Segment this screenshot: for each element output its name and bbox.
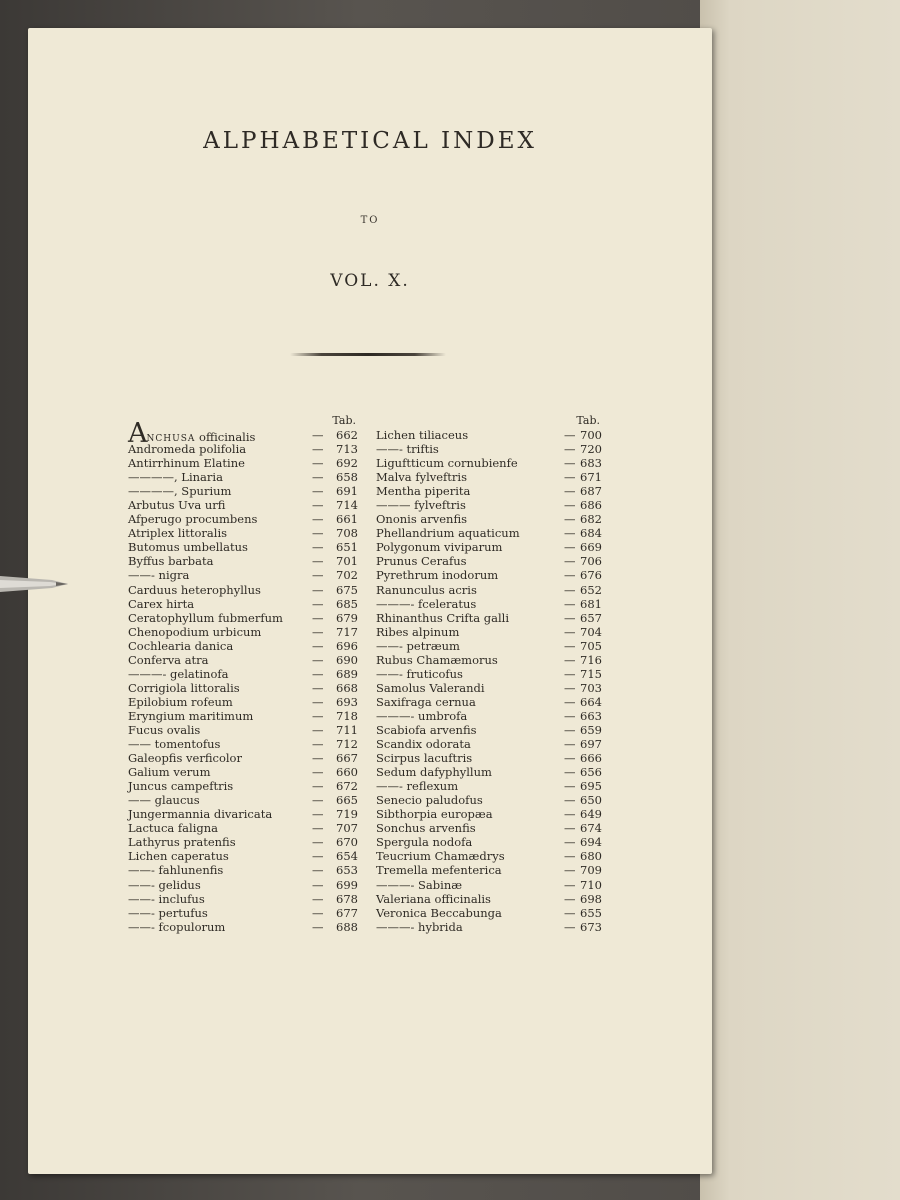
index-entry xyxy=(376,751,604,765)
index-entry xyxy=(376,793,604,807)
tab-number: 716 xyxy=(580,652,602,667)
entry-name: Saxifraga cernua xyxy=(376,694,476,709)
tab-number: 663 xyxy=(580,708,602,723)
leader-dash: — xyxy=(312,793,324,808)
index-entry xyxy=(376,554,604,568)
entry-name: Ranunculus acris xyxy=(376,582,477,597)
entry-name: ——— fylveftris xyxy=(376,498,466,513)
leader-dash: — xyxy=(312,680,324,695)
tab-number: 685 xyxy=(336,596,358,611)
tab-number: 690 xyxy=(336,652,358,667)
pen-pointer-icon xyxy=(0,570,70,598)
index-entry xyxy=(128,512,360,526)
tab-number: 687 xyxy=(580,484,602,499)
volume-label: VOL. X. xyxy=(330,271,410,291)
leader-dash: — xyxy=(564,680,576,695)
tab-number: 704 xyxy=(580,624,602,639)
leader-dash: — xyxy=(312,877,324,892)
index-entry xyxy=(376,892,604,906)
tab-number: 675 xyxy=(336,582,358,597)
entry-name: Atriplex littoralis xyxy=(128,526,228,541)
index-entry xyxy=(376,906,604,920)
leader-dash: — xyxy=(312,891,324,906)
tab-number: 701 xyxy=(336,554,358,569)
tab-number: 709 xyxy=(580,863,602,878)
index-entry xyxy=(128,484,360,498)
entry-name: Valeriana officinalis xyxy=(376,891,491,906)
leader-dash: — xyxy=(312,779,324,794)
entry-name: Lathyrus pratenfis xyxy=(128,835,236,850)
leader-dash: — xyxy=(312,442,324,457)
tab-number: 668 xyxy=(336,680,358,695)
tab-number: 679 xyxy=(336,610,358,625)
index-entry xyxy=(128,639,360,653)
entry-name: Afperugo procumbens xyxy=(128,512,258,527)
tab-number: 660 xyxy=(336,765,358,780)
leader-dash: — xyxy=(564,568,576,583)
tab-number: 706 xyxy=(580,554,602,569)
leader-dash: — xyxy=(564,442,576,457)
leader-dash: — xyxy=(312,708,324,723)
tab-number: 654 xyxy=(336,849,358,864)
entry-name: Epilobium rofeum xyxy=(128,694,233,709)
index-entry xyxy=(128,807,360,821)
leader-dash: — xyxy=(312,610,324,625)
index-entry xyxy=(376,835,604,849)
leader-dash: — xyxy=(564,919,576,934)
entry-name: Ononis arvenfis xyxy=(376,512,468,527)
entry-name: Veronica Beccabunga xyxy=(376,905,502,920)
index-entry xyxy=(128,526,360,540)
leader-dash: — xyxy=(564,666,576,681)
entry-name: Scandix odorata xyxy=(376,737,471,752)
entry-name: Galeopfis verficolor xyxy=(128,751,242,766)
tab-number: 665 xyxy=(336,793,358,808)
tab-number: 673 xyxy=(580,919,602,934)
entry-name: Phellandrium aquaticum xyxy=(376,526,520,541)
entry-name: Juncus campeftris xyxy=(128,779,234,794)
leader-dash: — xyxy=(312,652,324,667)
leader-dash: — xyxy=(564,456,576,471)
index-entry xyxy=(128,498,360,512)
index-entry xyxy=(376,498,604,512)
leader-dash: — xyxy=(564,596,576,611)
tab-number: 713 xyxy=(336,442,358,457)
tab-number: 662 xyxy=(336,428,358,442)
tab-number: 692 xyxy=(336,456,358,471)
entry-name: Carduus heterophyllus xyxy=(128,582,261,597)
entry-name: Scirpus lacuftris xyxy=(376,751,473,766)
tab-number: 683 xyxy=(580,456,602,471)
index-entry xyxy=(128,892,360,906)
tab-number: 677 xyxy=(336,905,358,920)
leader-dash: — xyxy=(564,512,576,527)
leader-dash: — xyxy=(312,456,324,471)
entry-name: Lichen caperatus xyxy=(128,849,229,864)
index-entry xyxy=(128,456,360,470)
leader-dash: — xyxy=(312,765,324,780)
entry-name: Byffus barbata xyxy=(128,554,214,569)
leader-dash: — xyxy=(564,722,576,737)
index-entry xyxy=(376,512,604,526)
tab-number: 702 xyxy=(336,568,358,583)
tab-number: 655 xyxy=(580,905,602,920)
leader-dash: — xyxy=(312,807,324,822)
tab-number: 707 xyxy=(336,821,358,836)
entry-name: Jungermannia divaricata xyxy=(128,807,273,822)
leader-dash: — xyxy=(564,751,576,766)
index-entry xyxy=(376,765,604,779)
leader-dash: — xyxy=(312,835,324,850)
leader-dash: — xyxy=(564,470,576,485)
entry-name: Senecio paludofus xyxy=(376,793,483,808)
leader-dash: — xyxy=(564,428,576,442)
leader-dash: — xyxy=(564,821,576,836)
entry-name: Rubus Chamæmorus xyxy=(376,652,498,667)
entry-name: ———- fceleratus xyxy=(376,596,477,611)
entry-name: Malva fylveftris xyxy=(376,470,468,485)
leader-dash: — xyxy=(312,512,324,527)
index-entry xyxy=(376,920,604,934)
index-entry xyxy=(376,737,604,751)
index-entry xyxy=(376,849,604,863)
leader-dash: — xyxy=(312,905,324,920)
tab-number: 678 xyxy=(336,891,358,906)
index-entry xyxy=(376,470,604,484)
index-entry xyxy=(128,906,360,920)
index-entry xyxy=(128,611,360,625)
tab-number: 688 xyxy=(336,919,358,934)
entry-name: Galium verum xyxy=(128,765,211,780)
entry-name: Fucus ovalis xyxy=(128,722,201,737)
entry-name: Liguftticum cornubienfe xyxy=(376,456,518,471)
tab-number: 666 xyxy=(580,751,602,766)
entry-name: Antirrhinum Elatine xyxy=(128,456,245,471)
leader-dash: — xyxy=(312,751,324,766)
entry-name: ——- fahlunenfis xyxy=(128,863,224,878)
entry-name-rest: officinalis xyxy=(195,430,256,444)
entry-name: Samolus Valerandi xyxy=(376,680,485,695)
tab-number: 711 xyxy=(336,722,358,737)
tab-number: 703 xyxy=(580,680,602,695)
entry-name: Scabiofa arvenfis xyxy=(376,722,477,737)
tab-number: 652 xyxy=(580,582,602,597)
tab-number: 689 xyxy=(336,666,358,681)
index-entry xyxy=(128,653,360,667)
leader-dash: — xyxy=(312,863,324,878)
entry-name: Eryngium maritimum xyxy=(128,708,254,723)
index-entry xyxy=(128,554,360,568)
drop-cap: A xyxy=(128,418,147,449)
entry-name: Sedum dafyphyllum xyxy=(376,765,492,780)
index-entry xyxy=(376,807,604,821)
index-entry xyxy=(128,597,360,611)
entry-name: Chenopodium urbicum xyxy=(128,624,262,639)
index-entry xyxy=(128,849,360,863)
tab-number: 657 xyxy=(580,610,602,625)
index-entry xyxy=(128,723,360,737)
entry-name: Lactuca faligna xyxy=(128,821,219,836)
tab-number: 693 xyxy=(336,694,358,709)
leader-dash: — xyxy=(564,849,576,864)
tab-number: 686 xyxy=(580,498,602,513)
index-entry xyxy=(128,878,360,892)
index-entry xyxy=(376,442,604,456)
index-entry xyxy=(128,835,360,849)
tab-number: 674 xyxy=(580,821,602,836)
leader-dash: — xyxy=(564,652,576,667)
entry-name: Conferva atra xyxy=(128,652,209,667)
entry-name: ——- fcopulorum xyxy=(128,919,226,934)
tab-number: 658 xyxy=(336,470,358,485)
entry-name: —— glaucus xyxy=(128,793,200,808)
entry-name: Polygonum viviparum xyxy=(376,540,503,555)
leader-dash: — xyxy=(564,877,576,892)
index-entry xyxy=(376,667,604,681)
index-entry xyxy=(128,625,360,639)
leader-dash: — xyxy=(312,722,324,737)
index-entry xyxy=(376,723,604,737)
leader-dash: — xyxy=(564,891,576,906)
index-entry xyxy=(376,456,604,470)
index-entry xyxy=(128,667,360,681)
entry-name: ——- reflexum xyxy=(376,779,459,794)
leader-dash: — xyxy=(564,624,576,639)
tab-number: 650 xyxy=(580,793,602,808)
index-entry xyxy=(376,681,604,695)
leader-dash: — xyxy=(564,905,576,920)
leader-dash: — xyxy=(312,526,324,541)
entry-name: ————, Linaria xyxy=(128,470,223,485)
tab-number: 712 xyxy=(336,737,358,752)
tab-number: 705 xyxy=(580,638,602,653)
tab-number: 691 xyxy=(336,484,358,499)
index-entry xyxy=(376,709,604,723)
tab-number: 670 xyxy=(336,835,358,850)
entry-name: ——- petræum xyxy=(376,638,460,653)
index-entry xyxy=(128,793,360,807)
leader-dash: — xyxy=(312,849,324,864)
entry-name: Prunus Cerafus xyxy=(376,554,467,569)
leader-dash: — xyxy=(564,526,576,541)
leader-dash: — xyxy=(564,582,576,597)
index-entry xyxy=(128,709,360,723)
index-entry xyxy=(128,821,360,835)
index-entry xyxy=(376,821,604,835)
tab-number: 676 xyxy=(580,568,602,583)
tab-header: Tab. xyxy=(332,414,356,427)
entry-name: Tremella mefenterica xyxy=(376,863,502,878)
entry-name: Teucrium Chamædrys xyxy=(376,849,505,864)
index-entry xyxy=(128,442,360,456)
entry-name: Ribes alpinum xyxy=(376,624,460,639)
index-entry xyxy=(376,428,604,442)
index-entry xyxy=(128,765,360,779)
facing-page xyxy=(700,0,900,1200)
entry-name: Andromeda polifolia xyxy=(128,442,247,457)
tab-number: 661 xyxy=(336,512,358,527)
leader-dash: — xyxy=(312,596,324,611)
leader-dash: — xyxy=(312,470,324,485)
entry-name: Arbutus Uva urfi xyxy=(128,498,226,513)
tab-number: 708 xyxy=(336,526,358,541)
tab-number: 720 xyxy=(580,442,602,457)
leader-dash: — xyxy=(564,610,576,625)
tab-number: 659 xyxy=(580,722,602,737)
entry-name: ———- umbrofa xyxy=(376,708,468,723)
tab-number: 682 xyxy=(580,512,602,527)
tab-number: 651 xyxy=(336,540,358,555)
entry-name: Sonchus arvenfis xyxy=(376,821,476,836)
tab-number: 695 xyxy=(580,779,602,794)
book-page xyxy=(28,28,712,1174)
leader-dash: — xyxy=(564,540,576,555)
leader-dash: — xyxy=(312,624,324,639)
index-entry xyxy=(128,920,360,934)
leader-dash: — xyxy=(312,428,324,442)
tab-header: Tab. xyxy=(576,414,600,427)
tab-number: 667 xyxy=(336,751,358,766)
leader-dash: — xyxy=(564,835,576,850)
index-entry xyxy=(128,751,360,765)
tab-number: 680 xyxy=(580,849,602,864)
entry-name: ——- triftis xyxy=(376,442,439,457)
index-entry xyxy=(376,695,604,709)
tab-number: 649 xyxy=(580,807,602,822)
page-title: ALPHABETICAL INDEX xyxy=(203,128,537,154)
leader-dash: — xyxy=(564,807,576,822)
leader-dash: — xyxy=(312,666,324,681)
leader-dash: — xyxy=(312,498,324,513)
tab-number: 710 xyxy=(580,877,602,892)
index-entry xyxy=(128,568,360,582)
tab-number: 669 xyxy=(580,540,602,555)
tab-number: 719 xyxy=(336,807,358,822)
entry-name: Butomus umbellatus xyxy=(128,540,248,555)
entry-name: Sibthorpia europæa xyxy=(376,807,493,822)
leader-dash: — xyxy=(564,484,576,499)
entry-name: ——- gelidus xyxy=(128,877,201,892)
ornamental-rule xyxy=(290,353,446,356)
leader-dash: — xyxy=(564,638,576,653)
entry-name: Carex hirta xyxy=(128,596,195,611)
tab-number: 653 xyxy=(336,863,358,878)
tab-number: 696 xyxy=(336,638,358,653)
entry-name: Mentha piperita xyxy=(376,484,471,499)
leader-dash: — xyxy=(312,484,324,499)
tab-number: 698 xyxy=(580,891,602,906)
index-entry xyxy=(376,597,604,611)
entry-name: Cochlearia danica xyxy=(128,638,234,653)
index-list-right xyxy=(376,428,604,934)
index-entry xyxy=(376,568,604,582)
entry-name: Pyrethrum inodorum xyxy=(376,568,499,583)
index-entry xyxy=(376,653,604,667)
leader-dash: — xyxy=(564,863,576,878)
tab-number: 697 xyxy=(580,737,602,752)
leader-dash: — xyxy=(564,498,576,513)
index-entry xyxy=(376,779,604,793)
index-entry xyxy=(128,863,360,877)
leader-dash: — xyxy=(564,779,576,794)
entry-name: ——- nigra xyxy=(128,568,190,583)
leader-dash: — xyxy=(312,638,324,653)
entry-name: ——- fruticofus xyxy=(376,666,463,681)
tab-number: 664 xyxy=(580,694,602,709)
leader-dash: — xyxy=(564,793,576,808)
entry-name: ———- gelatinofa xyxy=(128,666,229,681)
tab-number: 656 xyxy=(580,765,602,780)
tab-number: 694 xyxy=(580,835,602,850)
subtitle-to: TO xyxy=(360,215,380,226)
entry-name: ——- pertufus xyxy=(128,905,208,920)
index-entry xyxy=(376,878,604,892)
leader-dash: — xyxy=(564,765,576,780)
index-entry xyxy=(376,863,604,877)
index-entry xyxy=(128,540,360,554)
leader-dash: — xyxy=(564,554,576,569)
index-entry xyxy=(128,470,360,484)
index-entry xyxy=(376,583,604,597)
leader-dash: — xyxy=(564,708,576,723)
entry-name: —— tomentofus xyxy=(128,737,221,752)
tab-number: 718 xyxy=(336,708,358,723)
tab-number: 671 xyxy=(580,470,602,485)
entry-name: ————, Spurium xyxy=(128,484,232,499)
leader-dash: — xyxy=(564,694,576,709)
leader-dash: — xyxy=(312,568,324,583)
entry-name: ———- Sabinæ xyxy=(376,877,463,892)
leader-dash: — xyxy=(312,919,324,934)
tab-number: 681 xyxy=(580,596,602,611)
leader-dash: — xyxy=(312,554,324,569)
small-caps-text: NCHUSA xyxy=(146,434,196,444)
leader-dash: — xyxy=(312,821,324,836)
index-entry xyxy=(376,611,604,625)
index-entry xyxy=(128,737,360,751)
leader-dash: — xyxy=(312,694,324,709)
entry-name: Rhinanthus Crifta galli xyxy=(376,610,510,625)
tab-number: 715 xyxy=(580,666,602,681)
index-entry xyxy=(128,695,360,709)
index-entry xyxy=(376,540,604,554)
index-entry xyxy=(128,681,360,695)
tab-number: 684 xyxy=(580,526,602,541)
entry-name: Spergula nodofa xyxy=(376,835,473,850)
index-entry xyxy=(376,526,604,540)
index-entry xyxy=(376,484,604,498)
index-entry xyxy=(376,625,604,639)
leader-dash: — xyxy=(312,582,324,597)
tab-number: 699 xyxy=(336,877,358,892)
entry-name: Lichen tiliaceus xyxy=(376,428,469,442)
tab-number: 717 xyxy=(336,624,358,639)
tab-number: 714 xyxy=(336,498,358,513)
index-entry xyxy=(128,779,360,793)
entry-name: Ceratophyllum fubmerfum xyxy=(128,610,283,625)
entry-name: ———- hybrida xyxy=(376,919,463,934)
index-entry xyxy=(128,583,360,597)
entry-name: ——- inclufus xyxy=(128,891,205,906)
tab-number: 672 xyxy=(336,779,358,794)
leader-dash: — xyxy=(312,540,324,555)
index-entry xyxy=(376,639,604,653)
leader-dash: — xyxy=(564,737,576,752)
tab-number: 700 xyxy=(580,428,602,442)
entry-name: Corrigiola littoralis xyxy=(128,680,240,695)
leader-dash: — xyxy=(312,737,324,752)
